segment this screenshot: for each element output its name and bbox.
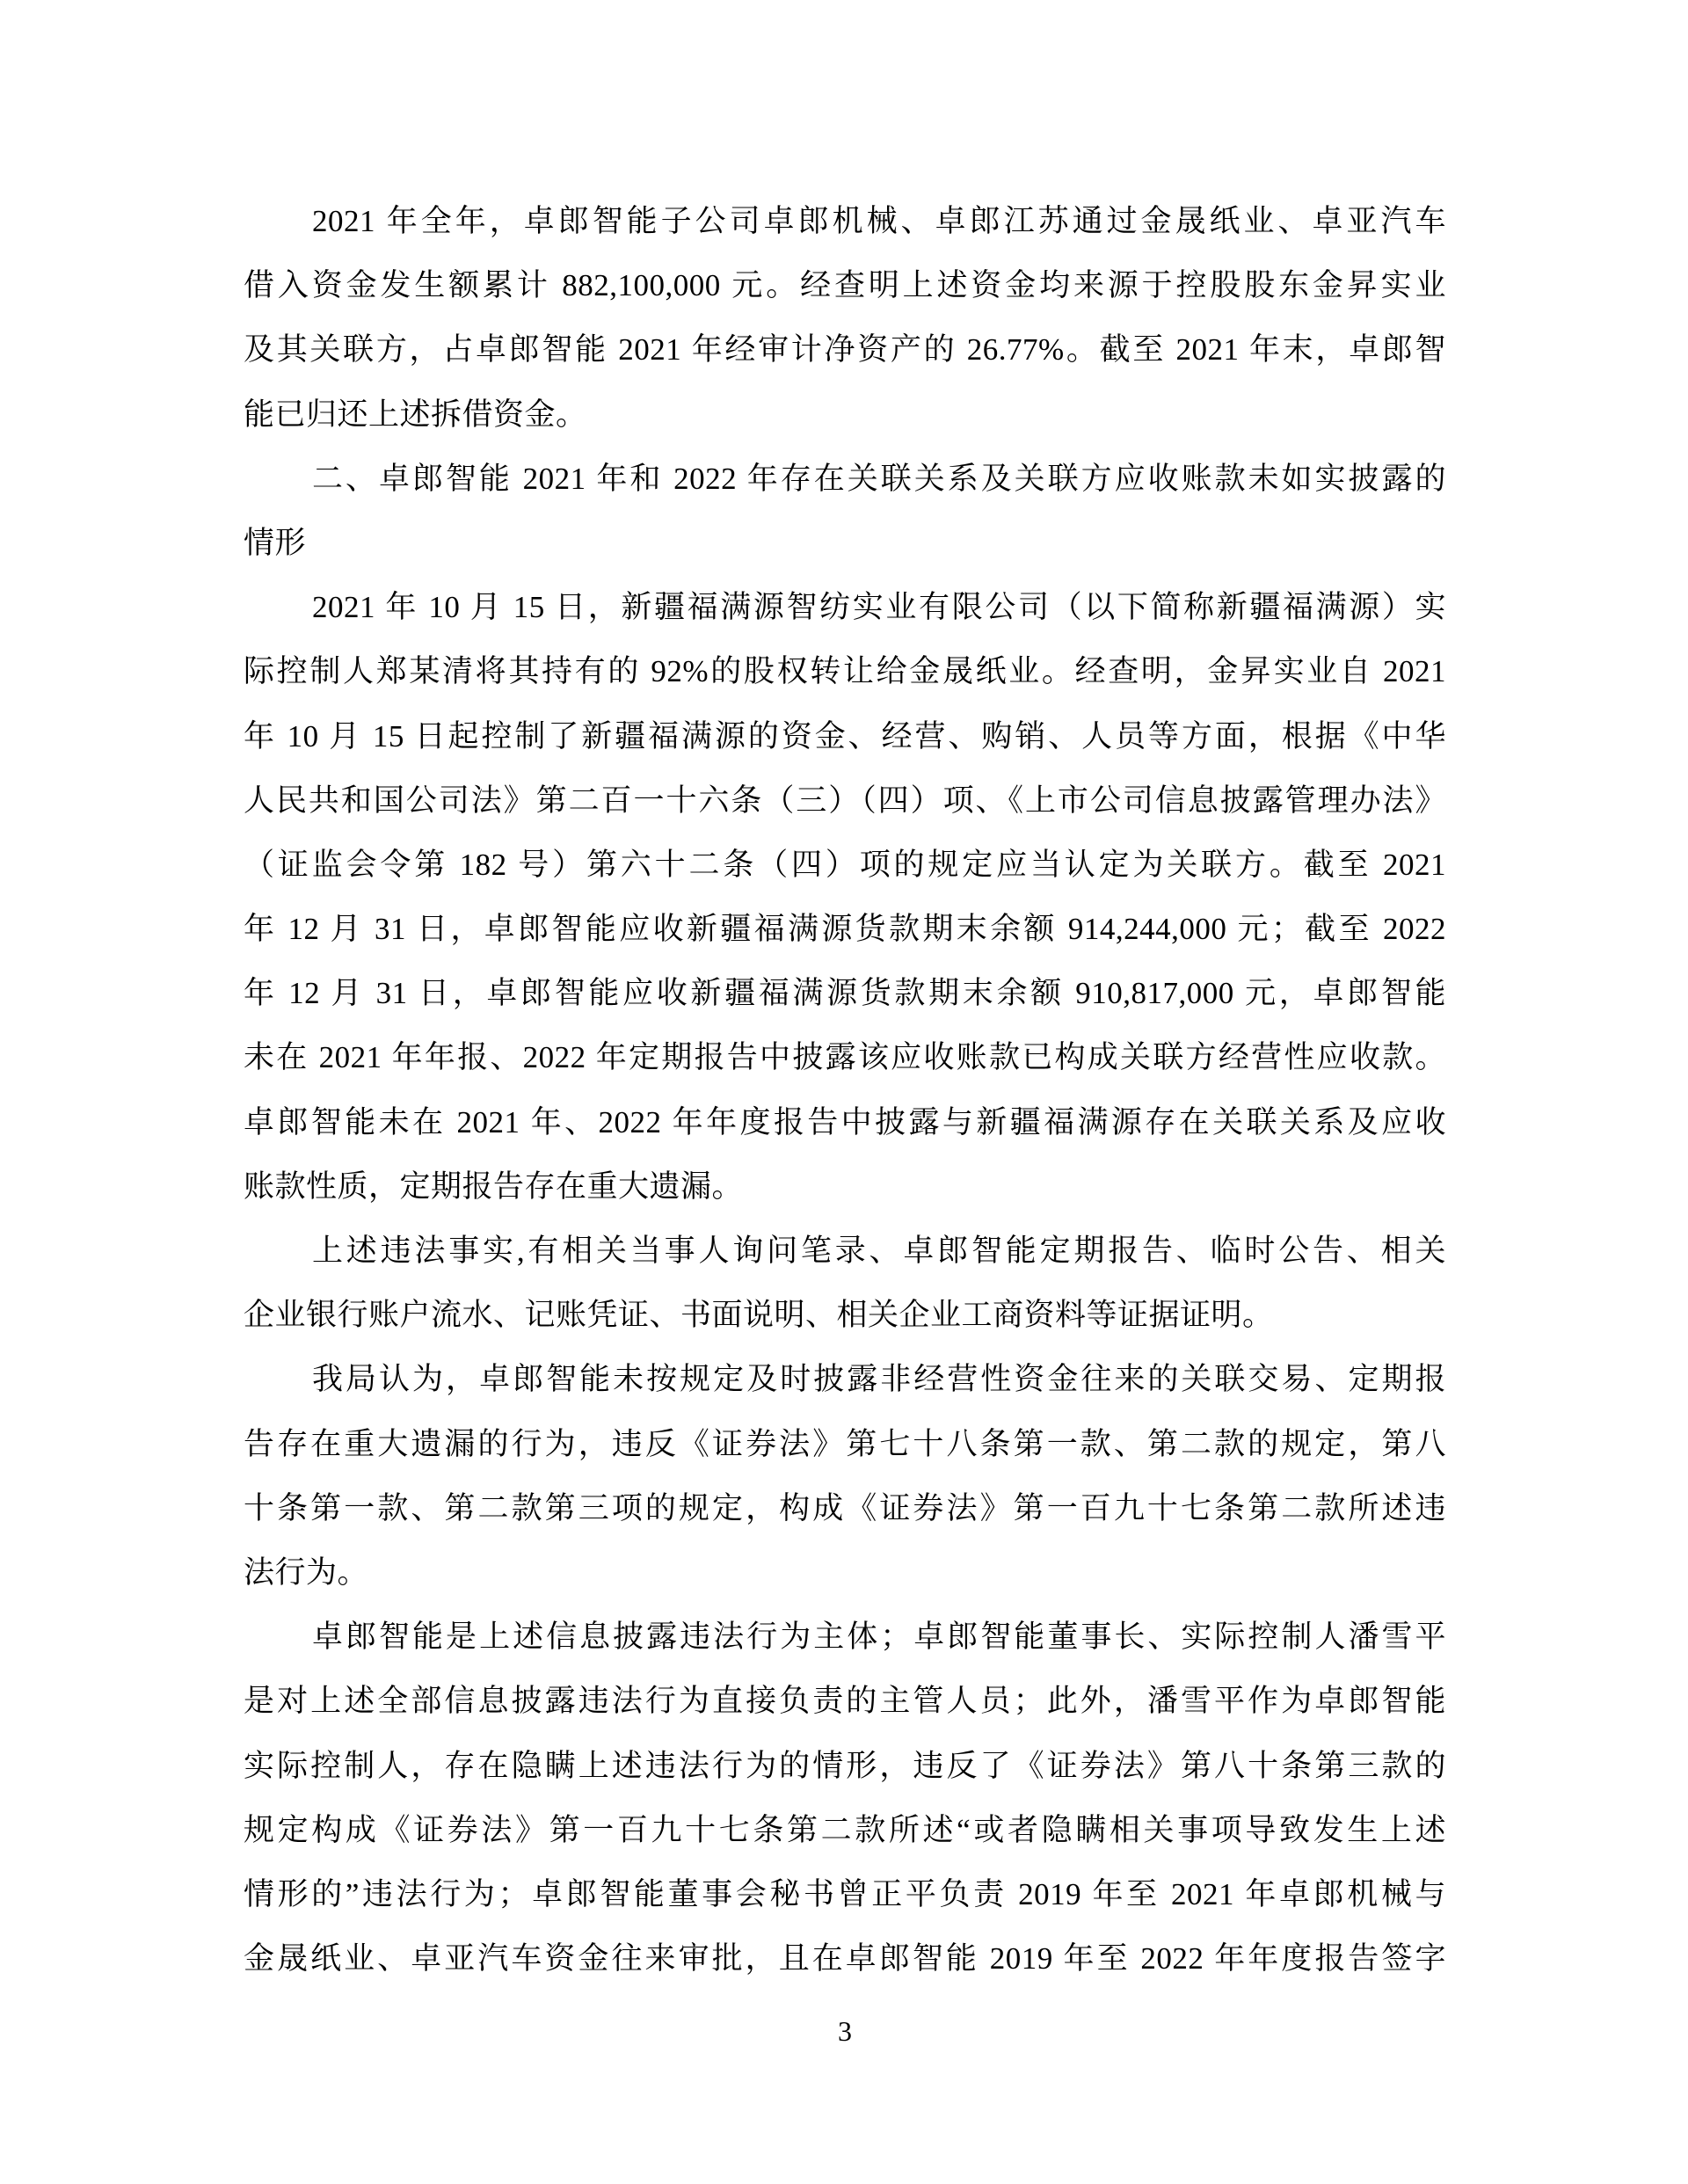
text-line: 企业银行账户流水、记账凭证、书面说明、相关企业工商资料等证据证明。 (244, 1298, 1274, 1333)
text-line: 金晟纸业、卓亚汽车资金往来审批，且在卓郎智能 2019 年至 2022 年年度报告签字 (244, 1941, 1446, 1977)
text-line: 卓郎智能是上述信息披露违法行为主体；卓郎智能董事长、实际控制人潘雪平 (312, 1620, 1446, 1655)
text-line: 年 12 月 31 日，卓郎智能应收新疆福满源货款期末余额 910,817,000 元，卓郎智能 (244, 976, 1446, 1011)
text-line: 借入资金发生额累计 882,100,000 元。经查明上述资金均来源于控股股东金昇实业 (244, 268, 1446, 303)
text-line: 实际控制人，存在隐瞒上述违法行为的情形，违反了《证券法》第八十条第三款的 (244, 1748, 1446, 1783)
text-line: 十条第一款、第二款第三项的规定，构成《证券法》第一百九十七条第二款所述违 (244, 1490, 1446, 1525)
text-line: 规定构成《证券法》第一百九十七条第二款所述“或者隐瞒相关事项导致发生上述 (244, 1812, 1446, 1847)
text-line: 年 12 月 31 日，卓郎智能应收新疆福满源货款期末余额 914,244,000 元；截至 2022 (244, 912, 1446, 947)
text-line: 账款性质，定期报告存在重大遗漏。 (244, 1168, 744, 1204)
text-line: 二、卓郎智能 2021 年和 2022 年存在关联关系及关联方应收账款未如实披露的 (312, 461, 1446, 496)
text-line: 2021 年 10 月 15 日，新疆福满源智纺实业有限公司（以下简称新疆福满源）实 (312, 590, 1446, 625)
text-line: 法行为。 (244, 1554, 369, 1590)
text-line: （证监会令第 182 号）第六十二条（四）项的规定应当认定为关联方。截至 2021 (244, 847, 1446, 882)
text-line: 际控制人郑某清将其持有的 92%的股权转让给金晟纸业。经查明，金昇实业自 2021 (244, 654, 1446, 689)
text-line: 人民共和国公司法》第二百一十六条（三）（四）项、《上市公司信息披露管理办法》 (244, 783, 1446, 818)
text-line: 及其关联方，占卓郎智能 2021 年经审计净资产的 26.77%。截至 2021 年末，卓郎智 (244, 332, 1446, 368)
text-line: 上述违法事实,有相关当事人询问笔录、卓郎智能定期报告、临时公告、相关 (312, 1234, 1446, 1268)
text-line: 2021 年全年，卓郎智能子公司卓郎机械、卓郎江苏通过金晟纸业、卓亚汽车 (312, 204, 1446, 238)
document-body (244, 189, 1446, 1991)
text-line: 年 10 月 15 日起控制了新疆福满源的资金、经营、购销、人员等方面，根据《中华 (244, 718, 1446, 753)
text-line: 是对上述全部信息披露违法行为直接负责的主管人员；此外，潘雪平作为卓郎智能 (244, 1684, 1446, 1719)
text-line: 情形 (244, 525, 307, 560)
text-line: 告存在重大遗漏的行为，违反《证券法》第七十八条第一款、第二款的规定，第八 (244, 1426, 1446, 1461)
page-number: 3 (838, 2015, 852, 2047)
text-line: 情形的”违法行为；卓郎智能董事会秘书曾正平负责 2019 年至 2021 年卓郎机械与 (244, 1876, 1446, 1911)
text-line: 能已归还上述拆借资金。 (244, 397, 587, 432)
text-line: 未在 2021 年年报、2022 年定期报告中披露该应收账款已构成关联方经营性应收款。 (244, 1040, 1446, 1075)
text-line: 我局认为，卓郎智能未按规定及时披露非经营性资金往来的关联交易、定期报 (312, 1362, 1446, 1397)
text-line: 卓郎智能未在 2021 年、2022 年年度报告中披露与新疆福满源存在关联关系及应收 (244, 1104, 1446, 1139)
